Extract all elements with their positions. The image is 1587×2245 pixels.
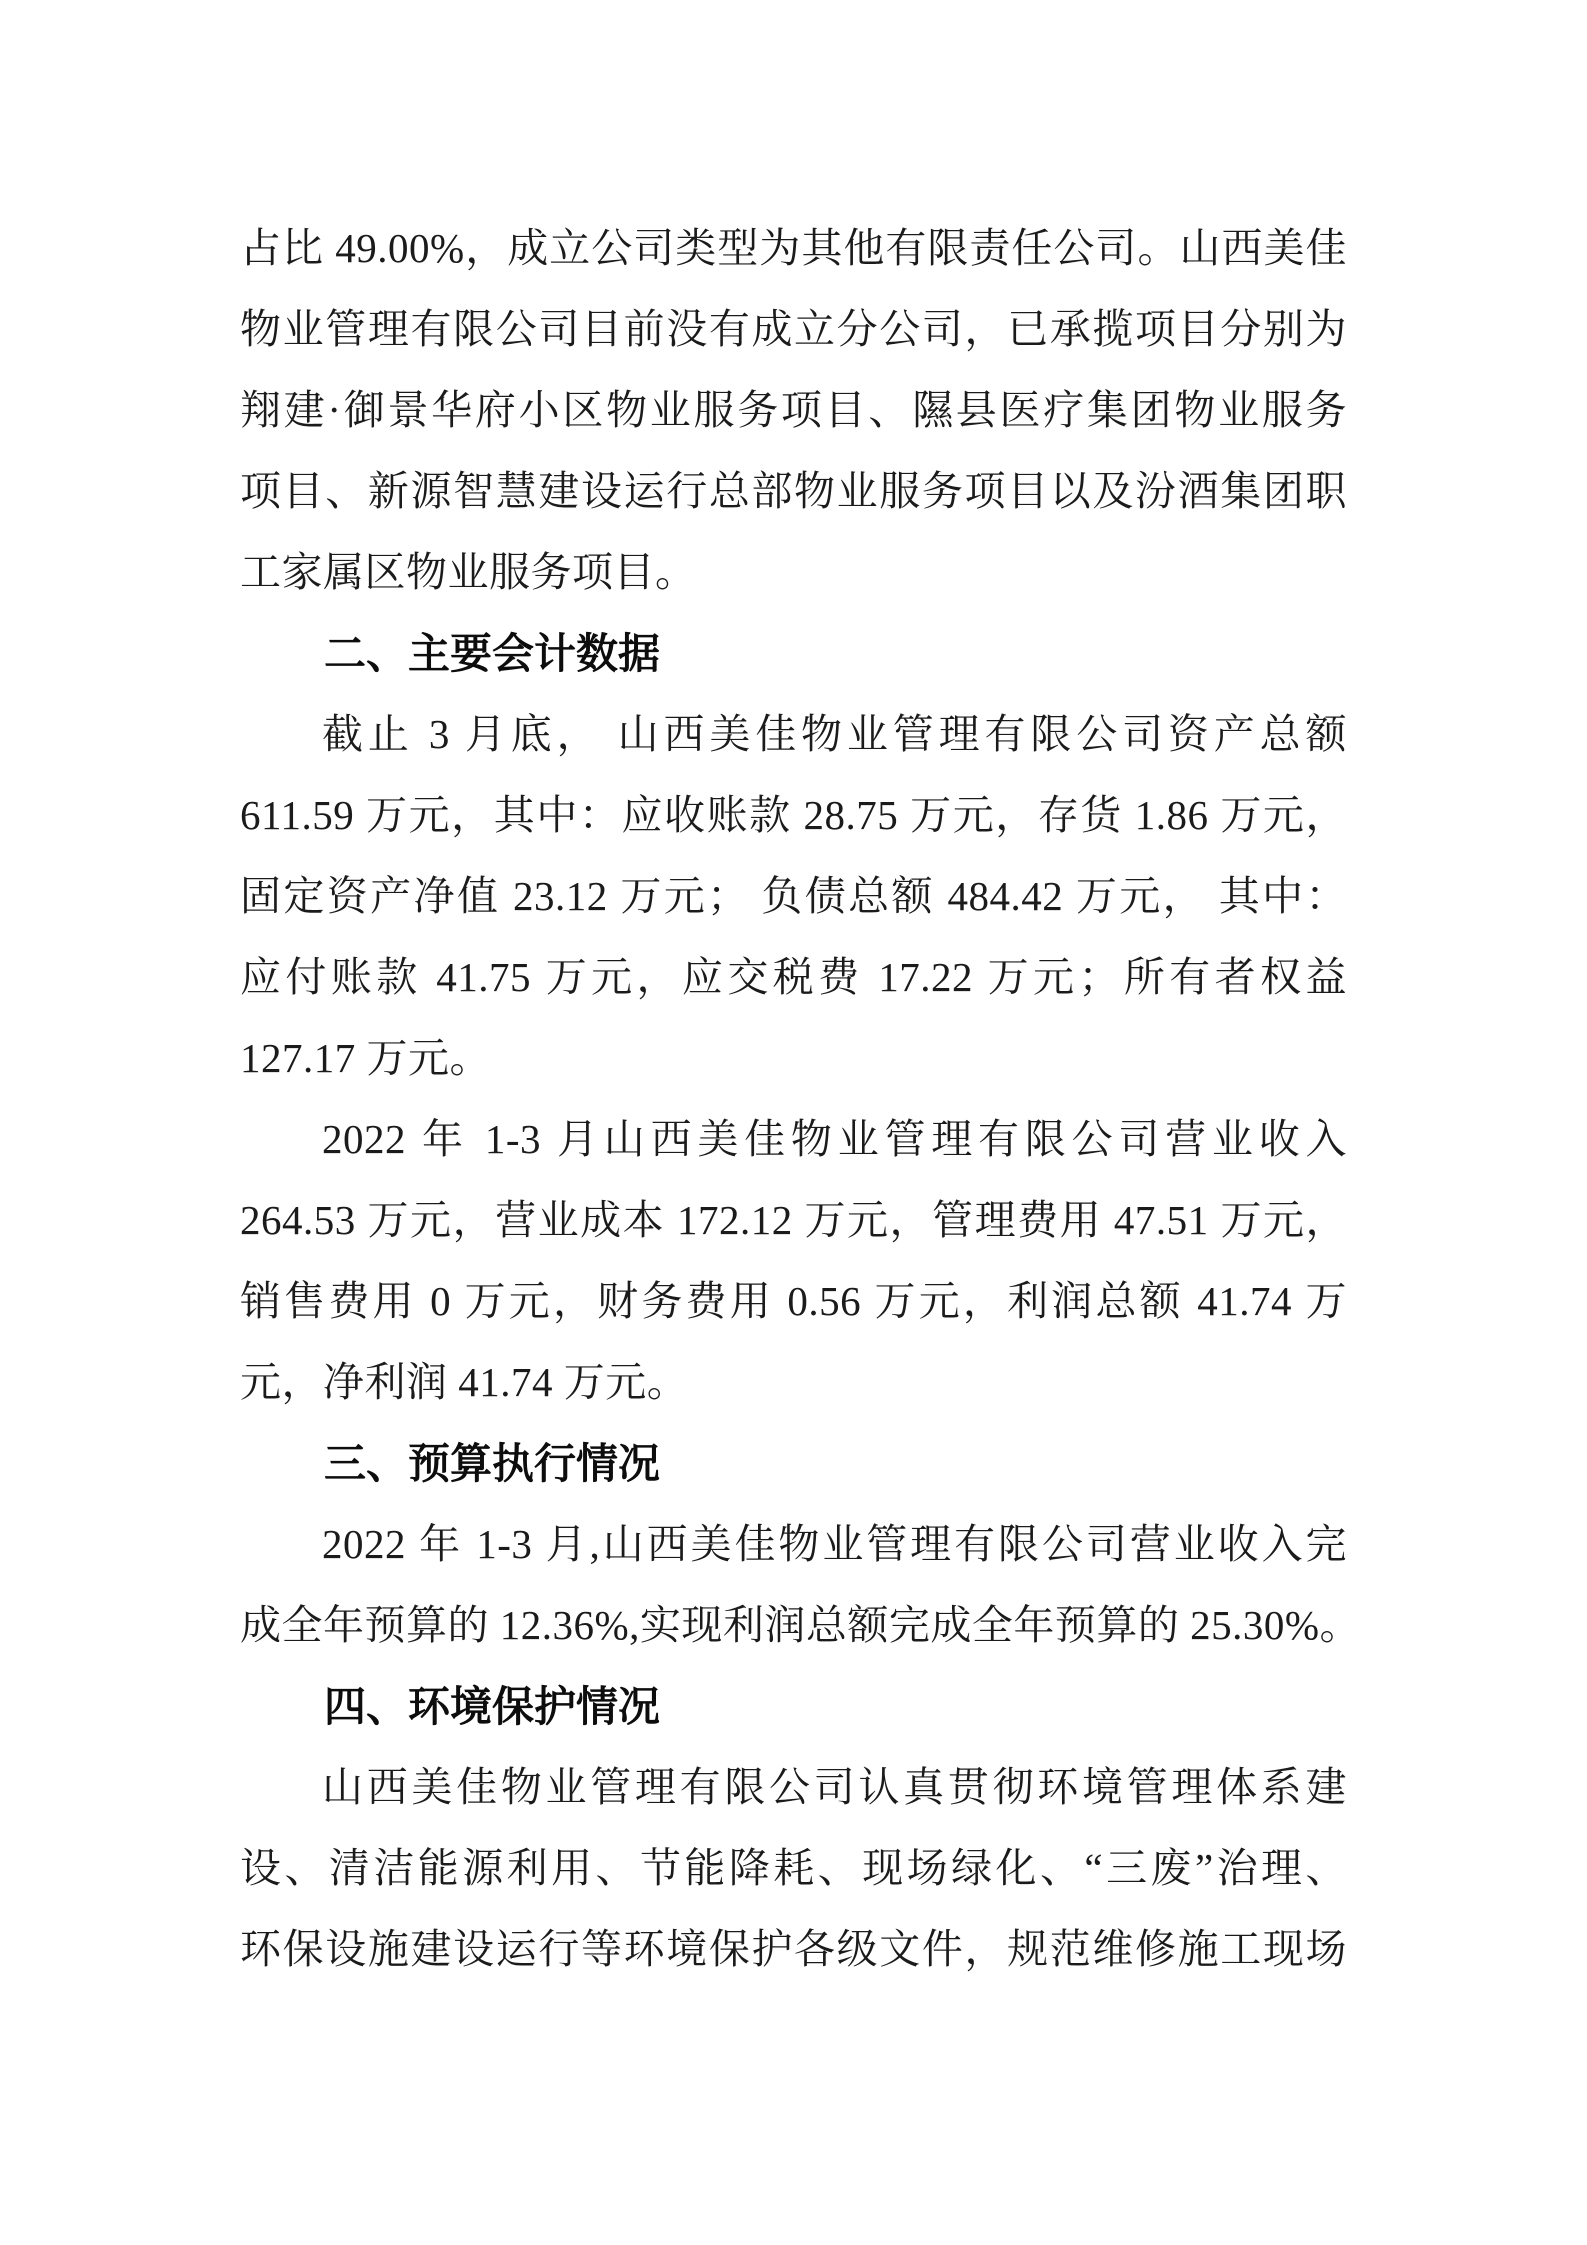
text-line: 环保设施建设运行等环境保护各级文件，规范维修施工现场 xyxy=(240,1926,1347,1972)
document-body xyxy=(240,208,1362,1990)
section-heading: 四、环境保护情况 xyxy=(324,1683,661,1730)
text-line: 元，净利润 41.74 万元。 xyxy=(240,1359,689,1405)
text-line: 264.53 万元，营业成本 172.12 万元，管理费用 47.51 万元， xyxy=(240,1197,1347,1243)
section-heading: 三、预算执行情况 xyxy=(324,1440,661,1487)
text-line: 翔建·御景华府小区物业服务项目、隰县医疗集团物业服务 xyxy=(240,387,1347,433)
text-line: 工家属区物业服务项目。 xyxy=(240,549,697,595)
text-line: 占比 49.00%，成立公司类型为其他有限责任公司。山西美佳 xyxy=(240,225,1347,271)
paragraph xyxy=(240,1099,1347,1423)
text-line: 设、清洁能源利用、节能降耗、现场绿化、“三废”治理、 xyxy=(240,1845,1347,1891)
text-line: 项目、新源智慧建设运行总部物业服务项目以及汾酒集团职 xyxy=(240,468,1347,514)
text-line: 2022 年 1-3 月山西美佳物业管理有限公司营业收入 xyxy=(322,1116,1347,1162)
text-line: 2022 年 1-3 月,山西美佳物业管理有限公司营业收入完 xyxy=(322,1521,1347,1567)
paragraph xyxy=(240,1747,1347,1990)
paragraph xyxy=(240,694,1347,1099)
text-line: 山西美佳物业管理有限公司认真贯彻环境管理体系建 xyxy=(322,1764,1347,1810)
text-line: 应付账款 41.75 万元，应交税费 17.22 万元；所有者权益 xyxy=(240,954,1347,1000)
text-line: 成全年预算的 12.36%,实现利润总额完成全年预算的 25.30%。 xyxy=(240,1602,1362,1648)
text-line: 127.17 万元。 xyxy=(240,1035,491,1081)
text-line: 物业管理有限公司目前没有成立分公司，已承揽项目分别为 xyxy=(240,306,1347,352)
text-line: 截止 3 月底， 山西美佳物业管理有限公司资产总额 xyxy=(322,711,1347,757)
text-line: 611.59 万元，其中：应收账款 28.75 万元，存货 1.86 万元， xyxy=(240,792,1347,838)
section-heading: 二、主要会计数据 xyxy=(324,630,661,677)
paragraph xyxy=(240,1504,1362,1666)
text-line: 销售费用 0 万元，财务费用 0.56 万元，利润总额 41.74 万 xyxy=(240,1278,1347,1324)
paragraph xyxy=(240,208,1347,613)
text-line: 固定资产净值 23.12 万元； 负债总额 484.42 万元， 其中： xyxy=(240,873,1347,919)
